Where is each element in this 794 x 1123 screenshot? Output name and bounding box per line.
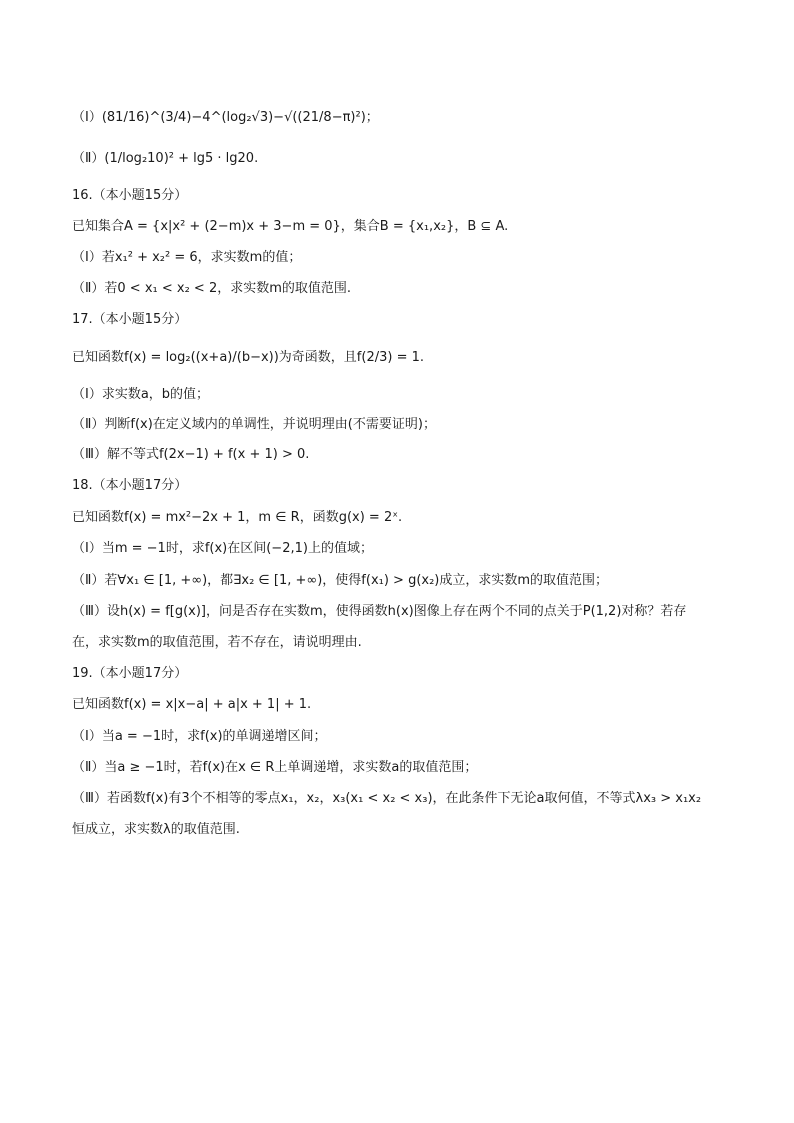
problem-19-stem: 已知函数f(x) = x|x−a| + a|x + 1| + 1. (72, 697, 312, 712)
problem-16-part-2: （Ⅱ）若0 < x₁ < x₂ < 2，求实数m的取值范围. (72, 281, 352, 296)
problem-16-part-1: （Ⅰ）若x₁² + x₂² = 6，求实数m的值； (72, 250, 302, 265)
problem-19-heading: 19.（本小题17分） (72, 666, 188, 681)
problem-18-part-2: （Ⅱ）若∀x₁ ∈ [1, +∞)，都∃x₂ ∈ [1, +∞)，使得f(x₁) > g(x₂)成立，求实数m的取值范围； (72, 573, 609, 588)
problem-19-part-3a: （Ⅲ）若函数f(x)有3个不相等的零点x₁，x₂，x₃(x₁ < x₂ < x₃)，在此条件下无论a取何值，不等式λx₃ > x₁x₂ (72, 791, 702, 806)
problem-17-part-2: （Ⅱ）判断f(x)在定义域内的单调性，并说明理由(不需要证明)； (72, 417, 436, 432)
problem-15-part-1: （Ⅰ）(81/16)^(3/4)−4^(log₂√3)−√((21/8−π)²)； (72, 110, 379, 125)
problem-19-part-3b: 恒成立，求实数λ的取值范围. (72, 822, 240, 837)
problem-17-heading: 17.（本小题15分） (72, 312, 188, 327)
problem-19-part-2: （Ⅱ）当a ≥ −1时，若f(x)在x ∈ R上单调递增，求实数a的取值范围； (72, 760, 478, 775)
problem-17-part-1: （Ⅰ）求实数a，b的值； (72, 387, 210, 402)
problem-18-heading: 18.（本小题17分） (72, 478, 188, 493)
problem-18-part-1: （Ⅰ）当m = −1时，求f(x)在区间(−2,1)上的值域； (72, 541, 373, 556)
problem-17-stem: 已知函数f(x) = log₂((x+a)/(b−x))为奇函数，且f(2/3) = 1. (72, 350, 425, 365)
problem-18-stem: 已知函数f(x) = mx²−2x + 1，m ∈ R，函数g(x) = 2ˣ. (72, 510, 403, 525)
problem-18-part-3a: （Ⅲ）设h(x) = f[g(x)]，问是否存在实数m，使得函数h(x)图像上存在两个不同的点关于P(1,2)对称？若存 (72, 604, 687, 619)
problem-18-part-3b: 在，求实数m的取值范围，若不存在，请说明理由. (72, 635, 362, 650)
problem-17-part-3: （Ⅲ）解不等式f(2x−1) + f(x + 1) > 0. (72, 447, 310, 462)
problem-16-stem: 已知集合A = {x|x² + (2−m)x + 3−m = 0}，集合B = {x₁,x₂}，B ⊆ A. (72, 219, 509, 234)
problem-15-part-2: （Ⅱ）(1/log₂10)² + lg5 · lg20. (72, 151, 259, 166)
problem-16-heading: 16.（本小题15分） (72, 188, 188, 203)
problem-19-part-1: （Ⅰ）当a = −1时，求f(x)的单调递增区间； (72, 729, 327, 744)
